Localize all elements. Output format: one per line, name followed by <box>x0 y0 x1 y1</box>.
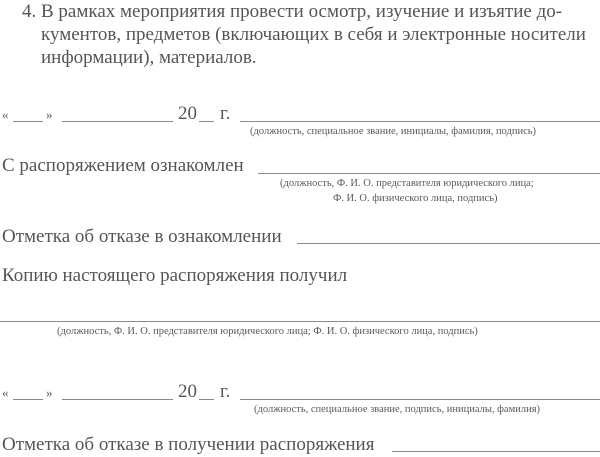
year-prefix: 20 <box>178 381 197 402</box>
copy-received-caption: (должность, Ф. И. О. представителя юридического лица; Ф. И. О. физического лица, подпись) <box>57 326 478 337</box>
acquainted-caption-line-1: (должность, Ф. И. О. представителя юридического лица; <box>280 178 534 189</box>
year-suffix: г. <box>220 381 231 402</box>
year-prefix: 20 <box>178 103 197 124</box>
month-field[interactable] <box>62 399 173 400</box>
open-quote: « <box>2 385 9 400</box>
refusal-receive-label: Отметка об отказе в получении распоряжения <box>2 434 375 455</box>
refusal-acquaint-label: Отметка об отказе в ознакомлении <box>2 226 282 247</box>
copy-received-field[interactable] <box>0 321 600 322</box>
acquainted-caption-line-2: Ф. И. О. физического лица, подпись) <box>333 193 498 204</box>
signature-caption: (должность, специальное звание, инициалы, фамилия, подпись) <box>250 126 537 137</box>
open-quote: « <box>2 107 9 122</box>
copy-received-label: Копию настоящего распоряжения получил <box>2 265 348 286</box>
refusal-receive-field[interactable] <box>392 451 600 452</box>
year-field[interactable] <box>199 121 214 122</box>
close-quote: » <box>46 107 53 122</box>
signature-field[interactable] <box>240 399 600 400</box>
acquainted-field[interactable] <box>258 173 600 174</box>
year-suffix: г. <box>220 103 231 124</box>
day-field[interactable] <box>13 121 43 122</box>
paragraph-line-3: информации), материалов. <box>41 47 257 68</box>
paragraph-line-2: кументов, предметов (включающих в себя и электронные носители <box>41 24 586 45</box>
paragraph-number: 4. <box>22 1 37 22</box>
refusal-acquaint-field[interactable] <box>297 243 600 244</box>
signature-field[interactable] <box>240 121 600 122</box>
month-field[interactable] <box>62 121 173 122</box>
paragraph-line-1: В рамках мероприятия провести осмотр, изучение и изъятие до- <box>41 1 563 22</box>
signature-caption: (должность, специальное звание, подпись, инициалы, фамилия) <box>254 404 541 415</box>
acquainted-label: С распоряжением ознакомлен <box>2 155 244 176</box>
close-quote: » <box>46 385 53 400</box>
day-field[interactable] <box>13 399 43 400</box>
year-field[interactable] <box>199 399 214 400</box>
